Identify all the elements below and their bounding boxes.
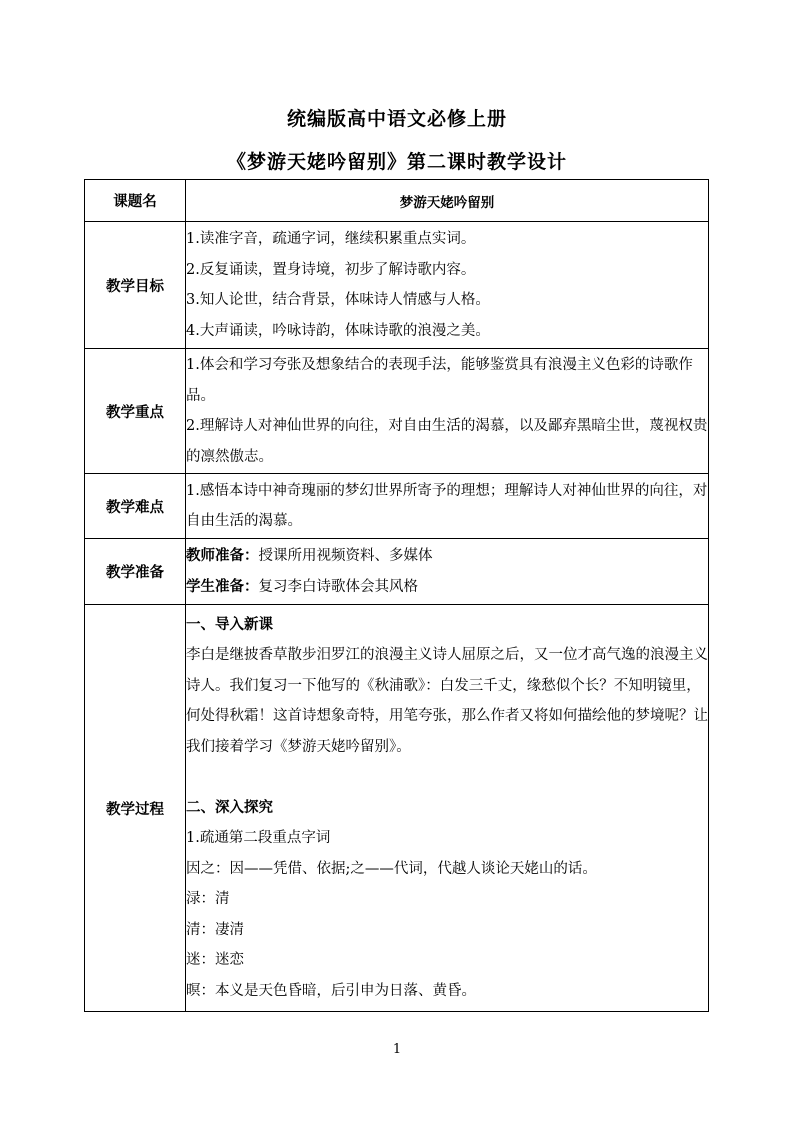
- prep-student-label: 学生准备：: [186, 577, 259, 595]
- row-difficulty: [85, 474, 709, 539]
- label-keypoints: 教学重点: [85, 349, 186, 474]
- label-difficulty: 教学难点: [85, 474, 186, 539]
- prep-teacher: [186, 541, 708, 572]
- keypoints-cell: [186, 349, 709, 474]
- goal-item: 4.大声诵读，吟咏诗韵，体味诗歌的浪漫之美。: [186, 322, 490, 339]
- word-note: 因之：因——凭借、依据;之——代词，代越人谈论天姥山的话。: [186, 860, 597, 877]
- row-prep: [85, 539, 709, 605]
- process-item: 1.疏通第二段重点字词: [186, 830, 331, 847]
- difficulty-item: 1.感悟本诗中神奇瑰丽的梦幻世界所寄予的理想；理解诗人对神仙世界的向往，对自由生活的渴慕。: [186, 482, 708, 529]
- process-cell: [186, 605, 709, 1012]
- label-prep: 教学准备: [85, 539, 186, 605]
- blank-line: [186, 762, 708, 793]
- goal-item: 1.读准字音，疏通字词，继续积累重点实词。: [186, 231, 476, 247]
- lesson-plan-table: [84, 179, 709, 1012]
- keypoint-item: 2.理解诗人对神仙世界的向往，对自由生活的渴慕，以及鄙弃黑暗尘世，蔑视权贵的凛然傲志。: [186, 418, 708, 465]
- page-number: 1: [392, 1042, 402, 1057]
- prep-student: [186, 572, 708, 603]
- difficulty-cell: [186, 474, 709, 539]
- keypoint-item: 1.体会和学习夸张及想象结合的表现手法，能够鉴赏具有浪漫主义色彩的诗歌作品。: [186, 357, 693, 404]
- label-process: 教学过程: [85, 605, 186, 1012]
- row-goals: [85, 222, 709, 349]
- row-topic: [85, 180, 709, 222]
- section1-heading: 一、导入新课: [186, 615, 273, 633]
- document-subtitle: 《梦游天姥吟留别》第二课时教学设计: [226, 151, 567, 173]
- goals-cell: [186, 222, 709, 349]
- topic-value: 梦游天姥吟留别: [186, 180, 709, 222]
- row-keypoints: [85, 349, 709, 474]
- word-note: 迷：迷恋: [186, 952, 244, 969]
- goal-item: 3.知人论世，结合背景，体味诗人情感与人格。: [186, 292, 490, 308]
- prep-student-text: 复习李白诗歌体会其风格: [258, 578, 418, 595]
- word-note: 暝：本义是天色昏暗，后引申为日落、黄昏。: [186, 982, 476, 999]
- prep-cell: [186, 539, 709, 605]
- word-note: 清：凄清: [186, 921, 244, 938]
- section1-text: 李白是继披香草散步汨罗江的浪漫主义诗人屈原之后，又一位才高气逸的浪漫主义诗人。我们复习一下他写的《秋浦歌》：白发三千丈，缘愁似个长？不知明镜里，何处得秋霜！这首诗想象奇特，用笔夸张，那么作者又将如何描绘他的梦境呢？让我们接着学习《梦游天姥吟留别》。: [186, 647, 708, 755]
- section2-heading: 二、深入探究: [186, 798, 273, 816]
- label-topic: 课题名: [85, 180, 186, 222]
- document-title: 统编版高中语文必修上册: [286, 108, 507, 130]
- row-process: [85, 605, 709, 1012]
- prep-teacher-label: 教师准备：: [186, 547, 259, 564]
- prep-teacher-text: 授课所用视频资料、多媒体: [258, 548, 433, 564]
- word-note: 渌：清: [186, 891, 230, 908]
- label-goals: 教学目标: [85, 222, 186, 349]
- goal-item: 2.反复诵读，置身诗境，初步了解诗歌内容。: [186, 261, 476, 278]
